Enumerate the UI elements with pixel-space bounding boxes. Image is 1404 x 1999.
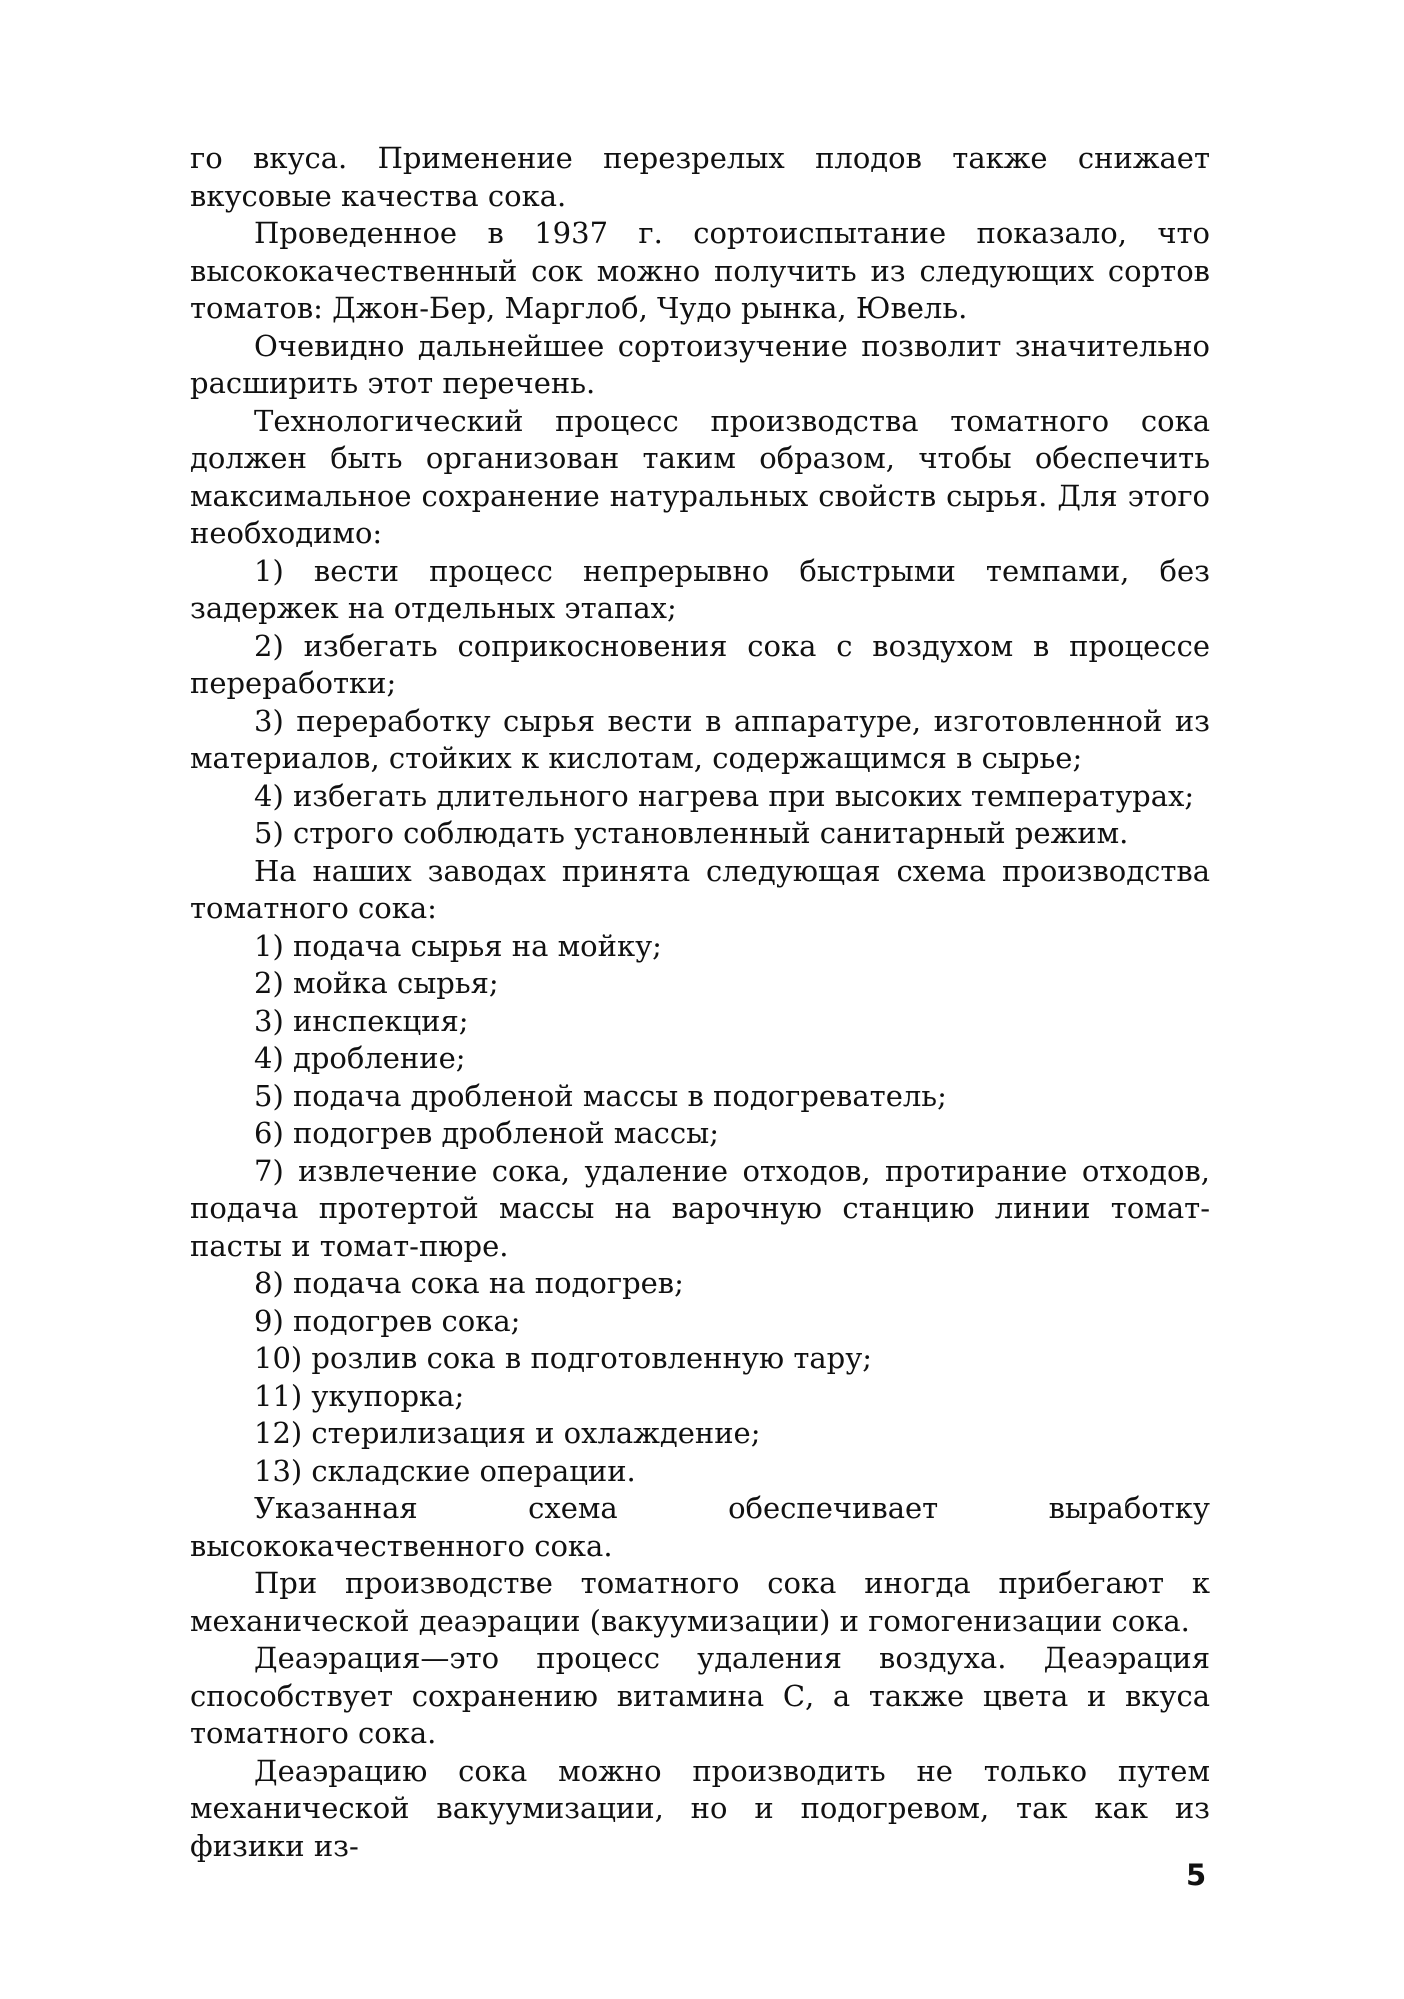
page-body [190,140,1210,1865]
scheme-step: 9) подогрев сока; [254,1303,521,1338]
paragraph-variety-trial: Проведенное в 1937 г. сортоиспытание показало, что высококачественный сок можно получить из следующих сортов томатов: Джон-Бер, Марглоб, Чудо рынка, Ювель. [190,216,1210,325]
paragraph-process-requirements: Технологический процесс производства томатного сока должен быть организован таким образом, чтобы обеспечить максимальное сохранение натуральных свойств сырья. Для этого необходимо: [190,403,1210,550]
scheme-step: 10) розлив сока в подготовленную тару; [254,1341,873,1375]
scheme-step: 13) складские операции. [254,1453,636,1488]
scheme-step: 2) мойка сырья; [254,966,499,1000]
paragraph-production-scheme: На наших заводах принята следующая схема производства томатного сока: [190,853,1210,925]
paragraph-continuation: го вкуса. Применение перезрелых плодов также снижает вкусовые качества сока. [190,141,1210,213]
requirement-item: 3) переработку сырья вести в аппаратуре, изготовленной из материалов, стойких к кислотам, содержащимся в сырье; [190,703,1210,775]
scheme-step: 11) укупорка; [254,1378,465,1413]
scheme-step: 8) подача сока на подогрев; [254,1266,684,1300]
page-number: 5 [1186,1858,1207,1892]
scheme-step: 7) извлечение сока, удаление отходов, протирание отходов, подача протертой массы на варочную станцию линии томат-пасты и томат-пюре. [190,1153,1210,1263]
paragraph-deaeration-intro: При производстве томатного сока иногда прибегают к механической деаэрации (вакуумизации) и гомогенизации сока. [190,1566,1210,1638]
requirement-item: 5) строго соблюдать установленный санитарный режим. [254,816,1129,850]
scheme-step: 5) подача дробленой массы в подогреватель; [254,1078,947,1113]
scheme-step: 6) подогрев дробленой массы; [254,1116,719,1150]
scheme-step: 12) стерилизация и охлаждение; [254,1416,761,1450]
scheme-step: 1) подача сырья на мойку; [254,928,662,963]
paragraph-deaeration-definition: Деаэрация—это процесс удаления воздуха. Деаэрация способствует сохранению витамина С, а также цвета и вкуса томатного сока. [190,1641,1210,1750]
paragraph-deaeration-methods: Деаэрацию сока можно производить не только путем механической вакуумизации, но и подогревом, так как из физики из- [190,1753,1210,1863]
scheme-step: 3) инспекция; [254,1003,469,1038]
requirement-item: 1) вести процесс непрерывно быстрыми темпами, без задержек на отдельных этапах; [190,553,1210,625]
requirement-item: 2) избегать соприкосновения сока с воздухом в процессе переработки; [190,628,1210,700]
requirement-item: 4) избегать длительного нагрева при высоких температурах; [254,778,1195,813]
paragraph-scheme-quality: Указанная схема обеспечивает выработку высококачественного сока. [190,1491,1210,1563]
paragraph-further-study: Очевидно дальнейшее сортоизучение позволит значительно расширить этот перечень. [190,328,1210,400]
scheme-step: 4) дробление; [254,1041,466,1075]
